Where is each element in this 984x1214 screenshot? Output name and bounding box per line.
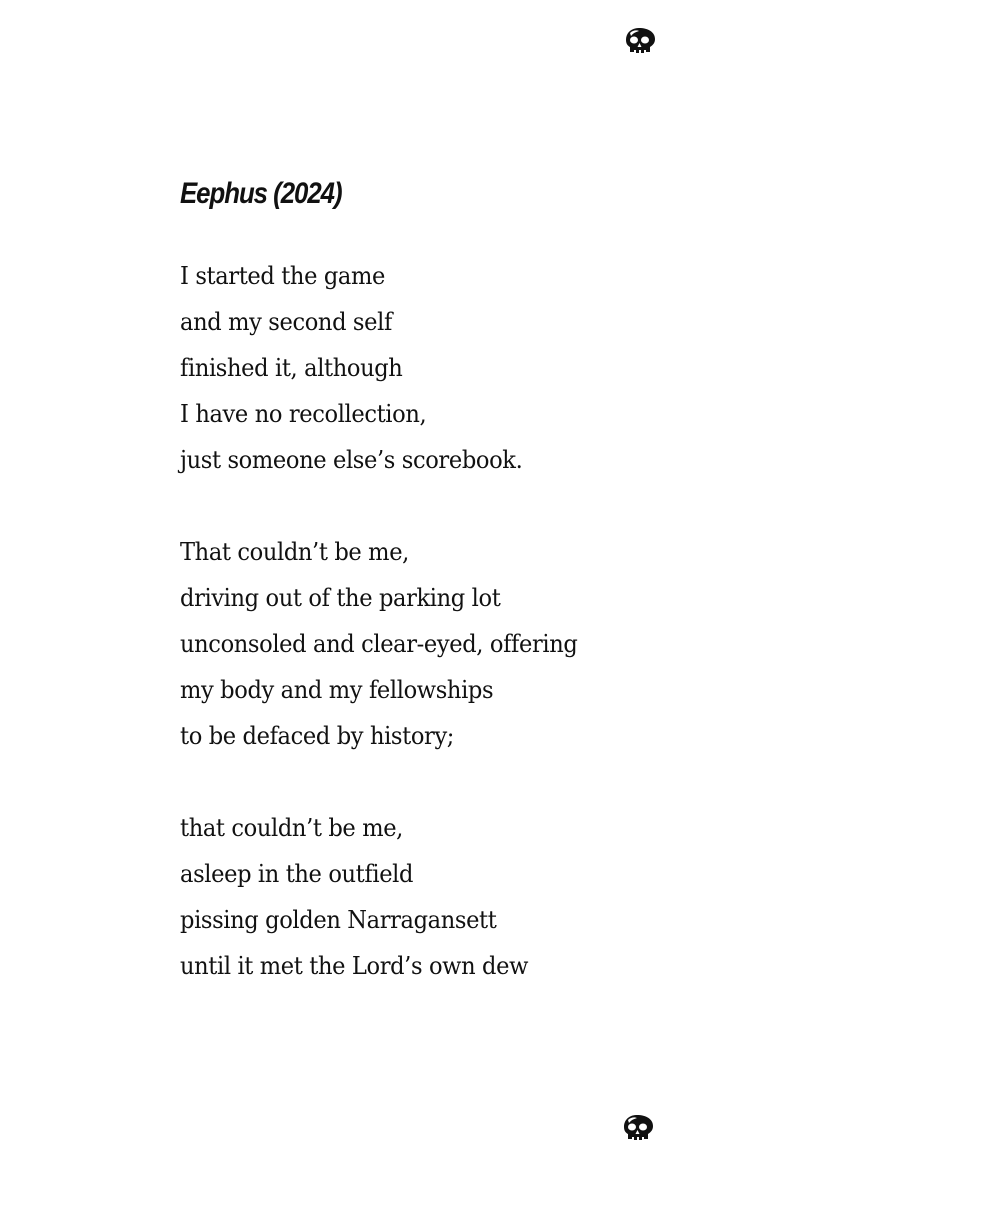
stanza-2 (180, 529, 577, 759)
poem-line: to be defaced by history; (180, 722, 455, 750)
poem-line: until it met the Lord’s own dew (180, 952, 529, 980)
poem-line: That couldn’t be me, (180, 538, 409, 566)
poem-line: just someone else’s scorebook. (180, 446, 523, 474)
poem-title: Eephus (2024) (180, 177, 342, 210)
stanza-1 (180, 253, 577, 483)
poem-line: driving out of the parking lot (180, 584, 501, 612)
poem-line: my body and my fellowships (180, 676, 494, 704)
poem-line: I started the game (180, 262, 385, 290)
poem-line: that couldn’t be me, (180, 814, 403, 842)
poem-line: and my second self (180, 308, 392, 336)
poem-line: finished it, although (180, 354, 403, 382)
poem-line: I have no recollection, (180, 400, 427, 428)
poem-line: unconsoled and clear-eyed, offering (180, 630, 578, 658)
skull-icon (622, 1114, 654, 1142)
skull-icon (624, 27, 656, 55)
poem-body (180, 253, 577, 1035)
poem-line: asleep in the outfield (180, 860, 414, 888)
poem-line: pissing golden Narragansett (180, 906, 497, 934)
stanza-3 (180, 805, 577, 989)
